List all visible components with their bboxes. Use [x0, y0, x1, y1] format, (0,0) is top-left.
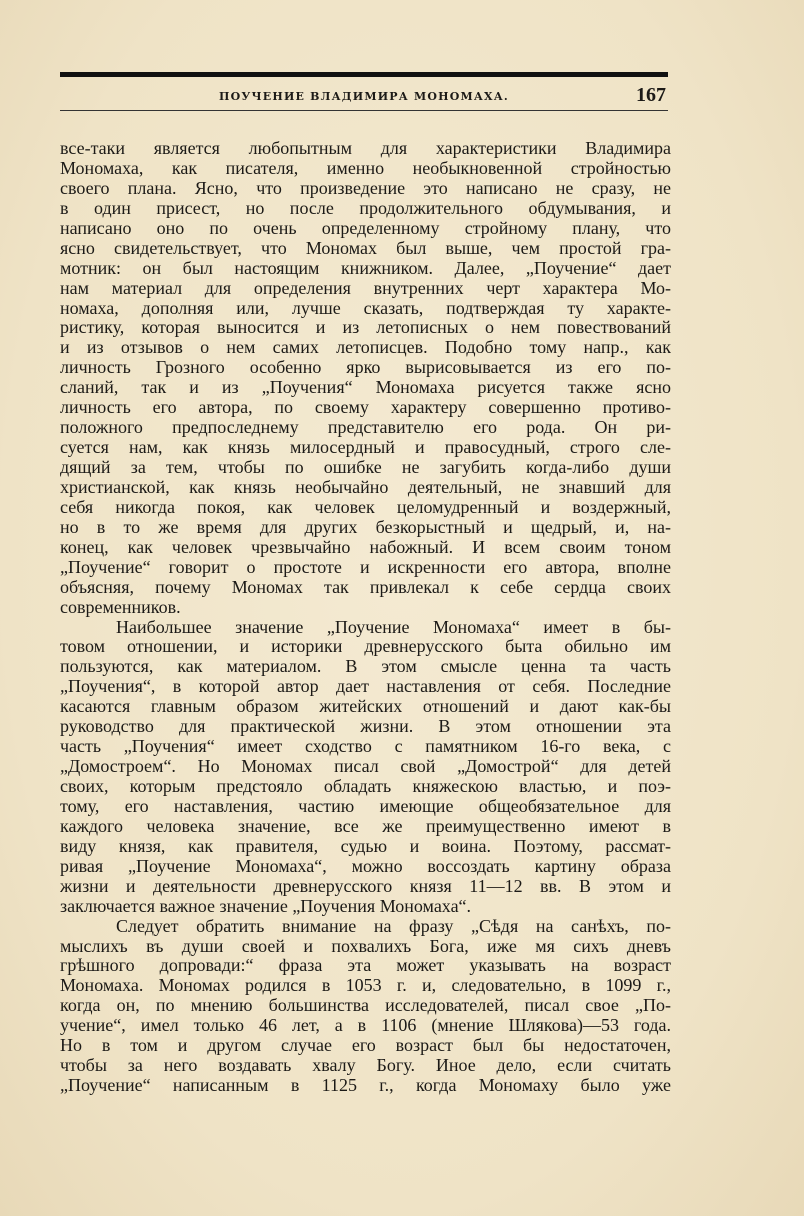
text-line: ясно свидетельствует, что Мономах был выше, чем простой гра-: [60, 238, 671, 258]
text-line: когда он, по мнению большинства исследователей, писал свое „По-: [60, 996, 671, 1016]
text-line: в один присест, но после продолжительного обдумывания, и: [60, 198, 671, 218]
text-line: своих, которым предстояло обладать княжескою властью, и поэ-: [60, 777, 671, 796]
text-line: Мономаха. Мономах родился в 1053 г. и, следовательно, в 1099 г.,: [60, 976, 671, 996]
text-line: сланий, так и из „Поучения“ Мономаха рисуется также ясно: [60, 378, 671, 398]
text-line: виду князя, как правителя, судью и воина. Поэтому, рассмат-: [60, 836, 671, 856]
text-line: мыслихъ въ души своей и похвалихъ Бога, иже мя сихъ дневъ: [60, 936, 671, 956]
text-line: руководство для практической жизни. В этом отношении эта: [60, 717, 671, 737]
text-line: тому, его наставления, частию имеющие общеобязательное для: [60, 796, 671, 816]
header-rule-top: [60, 72, 668, 77]
text-line: Но в том и другом случае его возраст был бы недостаточен,: [60, 1036, 671, 1056]
text-line: Следует обратить внимание на фразу „Сѣдя на санѣхъ, по-: [116, 916, 671, 936]
text-line: но в то же время для других безкорыстный и щедрый, и, на-: [60, 517, 671, 537]
text-line: ристику, которая выносится и из летописных о нем повествований: [60, 318, 671, 338]
text-line: мотник: он был настоящим книжником. Далее, „Поучение“ дает: [60, 258, 671, 278]
text-line: суется нам, как князь милосердный и правосудный, строго сле-: [60, 438, 671, 458]
text-line: заключается важное значение „Поучения Мономаха“.: [60, 896, 472, 916]
text-line: ривая „Поучение Мономаха“, можно воссоздать картину образа: [60, 856, 671, 876]
text-line: дящий за тем, чтобы по ошибке не загубить когда-либо души: [60, 458, 671, 477]
text-line: каждого человека значение, все же преимущественно имеют в: [60, 816, 671, 836]
text-line: своего плана. Ясно, что произведение это написано не сразу, не: [60, 178, 671, 198]
text-line: товом отношении, и историки древнерусского быта обильно им: [60, 637, 671, 657]
text-line: объясняя, почему Мономах так привлекал к себе сердца своих: [60, 577, 671, 597]
text-line: часть „Поучения“ имеет сходство с памятником 16-го века, с: [60, 737, 671, 757]
text-line: христианской, как князь необычайно деятельный, не знавший для: [60, 477, 671, 497]
text-line: себя никогда покоя, как человек целомудренный и воздержный,: [60, 497, 671, 517]
text-line: „Поучения“, в которой автор дает наставления от себя. Последние: [60, 677, 671, 697]
text-line: „Поучение“ говорит о простоте и искренности его автора, вполне: [60, 557, 671, 577]
running-head: [60, 84, 668, 110]
text-line: номаха, дополняя или, лучше сказать, подтверждая ту характе-: [60, 298, 671, 318]
text-line: Наибольшее значение „Поучение Мономаха“ имеет в бы-: [116, 617, 671, 637]
text-line: личность его автора, по своему характеру совершенно противо-: [60, 398, 671, 418]
text-line: и из отзывов о нем самих летописцев. Подобно тому напр., как: [60, 338, 671, 358]
text-line: современников.: [60, 597, 181, 617]
text-line: Мономаха, как писателя, именно необыкновенной стройностью: [60, 158, 671, 178]
text-line: пользуются, как материалом. В этом смысле ценна та часть: [60, 657, 671, 677]
text-line: чтобы за него воздавать хвалу Богу. Иное дело, если считать: [60, 1056, 671, 1076]
header-rule-bottom: [60, 110, 668, 111]
text-line: написано оно по очень определенному стройному плану, что: [60, 218, 671, 238]
body-text: [60, 139, 671, 1096]
text-line: все-таки является любопытным для характеристики Владимира: [60, 139, 671, 158]
page-number: 167: [636, 84, 666, 106]
text-line: жизни и деятельности древнерусского князя 11—12 вв. В этом и: [60, 876, 671, 896]
running-title: ПОУЧЕНИЕ ВЛАДИМИРА МОНОМАХА.: [219, 90, 509, 103]
text-line: конец, как человек чрезвычайно набожный. И всем своим тоном: [60, 537, 671, 557]
text-line: „Домостроем“. Но Мономах писал свой „Домострой“ для детей: [60, 757, 671, 777]
text-line: „Поучение“ написанным в 1125 г., когда Мономаху было уже: [60, 1076, 671, 1096]
text-line: грѣшного допровади:“ фраза эта может указывать на возраст: [60, 956, 671, 976]
text-line: нам материал для определения внутренних черт характера Мо-: [60, 278, 671, 298]
text-line: учение“, имел только 46 лет, а в 1106 (мнение Шлякова)—53 года.: [60, 1016, 671, 1036]
text-line: личность Грозного особенно ярко вырисовывается из его по-: [60, 358, 671, 378]
text-line: касаются главным образом житейских отношений и дают как-бы: [60, 697, 671, 717]
text-line: положного предпоследнему представителю его рода. Он ри-: [60, 418, 671, 438]
